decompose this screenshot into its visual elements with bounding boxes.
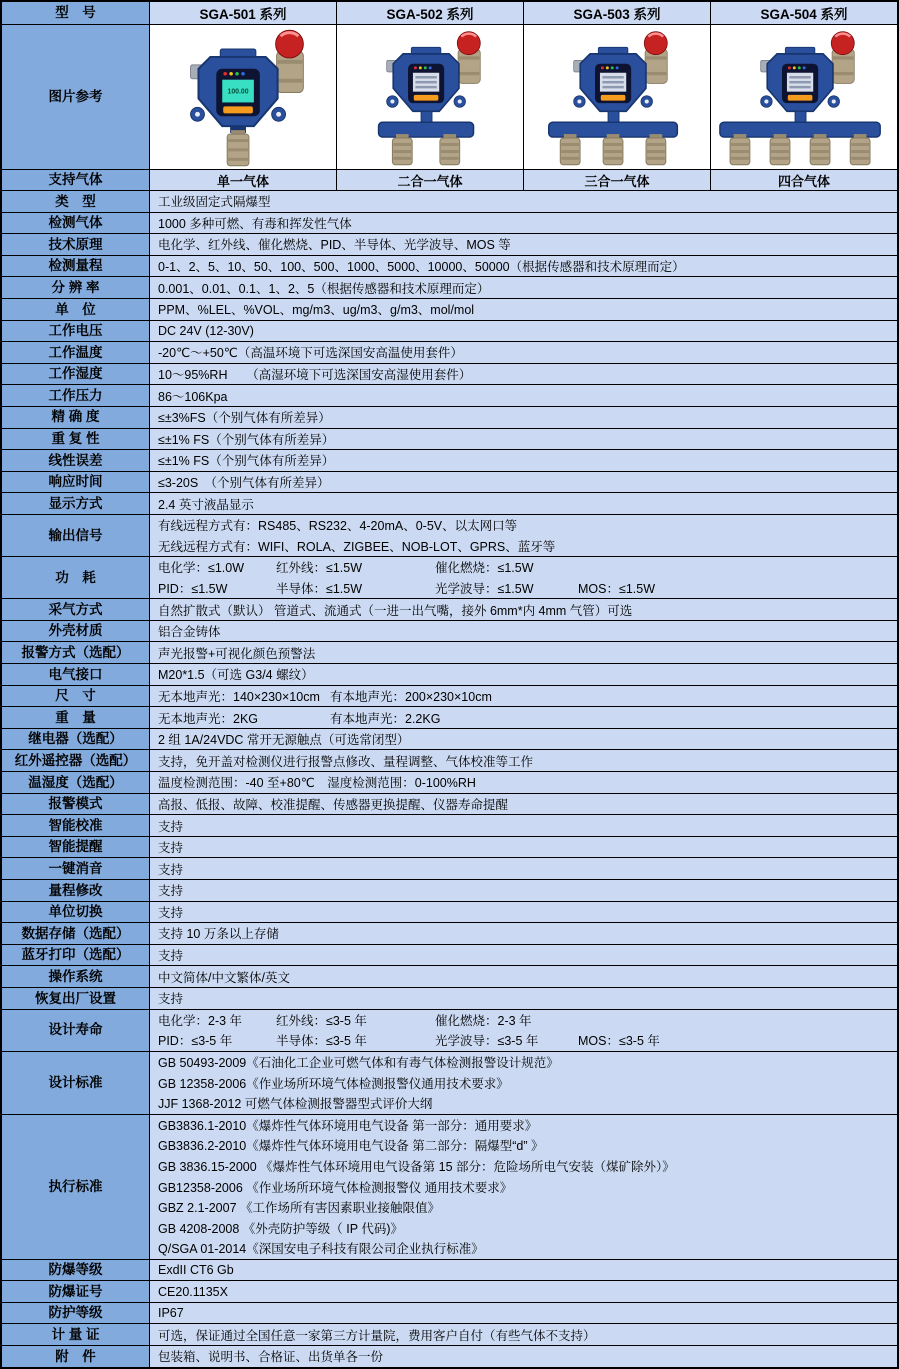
spec-row-38 — [2, 1114, 897, 1259]
spec-value-line: JJF 1368-2012 可燃气体检测报警器型式评价大纲 — [158, 1097, 433, 1112]
spec-value — [150, 1260, 897, 1281]
spec-value — [150, 191, 897, 212]
spec-label: 计 量 证 — [2, 1324, 150, 1345]
spec-value-segment: MOS：≤3-5 年 — [578, 1034, 660, 1049]
spec-label: 分 辨 率 — [2, 277, 150, 298]
spec-row-0 — [2, 190, 897, 212]
spec-row-11 — [2, 428, 897, 450]
gas-detector-illustration — [151, 27, 335, 167]
spec-value — [150, 837, 897, 858]
spec-value-line: 可选，保证通过全国任意一家第三方计量院，费用客户自付（有些气体不支持） — [158, 1328, 596, 1343]
spec-value-line: 86～106Kpa — [158, 389, 228, 404]
spec-value-line: 支持 — [158, 905, 184, 920]
spec-value — [150, 966, 897, 987]
spec-value-segment: 无本地声光：2KG — [158, 711, 259, 726]
spec-value — [150, 450, 897, 471]
model-name-sga-502: SGA-502 系列 — [336, 2, 523, 24]
spec-value-line: 支持 — [158, 819, 184, 834]
spec-row-12 — [2, 449, 897, 471]
spec-row-42 — [2, 1323, 897, 1345]
spec-label: 采气方式 — [2, 599, 150, 620]
spec-label: 类 型 — [2, 191, 150, 212]
spec-label: 电气接口 — [2, 664, 150, 685]
sensor-probe — [603, 134, 623, 165]
spec-value-line: Q/SGA 01-2014《深国安电子科技有限公司企业执行标准》 — [158, 1242, 484, 1257]
spec-value — [150, 750, 897, 771]
spec-value — [150, 277, 897, 298]
spec-row-29 — [2, 857, 897, 879]
spec-value-line: 支持 — [158, 862, 184, 877]
spec-value-line: 2.4 英寸液晶显示 — [158, 497, 254, 512]
spec-value-line: 有线远程方式有：RS485、RS232、4-20mA、0-5V、以太网口等 — [158, 519, 518, 534]
spec-value-line: 支持 10 万条以上存储 — [158, 927, 279, 942]
spec-value-line: 声光报警+可视化颜色预警法 — [158, 646, 316, 661]
spec-value — [150, 1281, 897, 1302]
spec-value — [150, 256, 897, 277]
spec-row-40 — [2, 1280, 897, 1302]
spec-label: 响应时间 — [2, 472, 150, 493]
spec-label: 输出信号 — [2, 515, 150, 556]
spec-value-line: PPM、%LEL、%VOL、mg/m3、ug/m3、g/m3、mol/mol — [158, 303, 475, 318]
spec-label: 报警模式 — [2, 794, 150, 815]
sensor-probe — [850, 134, 870, 165]
gas-support-sga-504: 四合气体 — [710, 170, 897, 190]
spec-label: 工作温度 — [2, 342, 150, 363]
spec-value-segment: 电化学：2-3 年 — [158, 1013, 243, 1028]
spec-value — [150, 707, 897, 728]
alarm-beacon-icon — [831, 32, 854, 84]
spec-row-30 — [2, 879, 897, 901]
spec-row-28 — [2, 836, 897, 858]
detector-body — [191, 49, 286, 126]
spec-value — [150, 621, 897, 642]
gas-support-sga-502: 二合一气体 — [336, 170, 523, 190]
spec-value-line: 支持 — [158, 949, 184, 964]
spec-row-4 — [2, 276, 897, 298]
spec-value-segment: 有本地声光：200×230×10cm — [330, 689, 492, 704]
spec-label: 防爆证号 — [2, 1281, 150, 1302]
spec-value-segment: 红外线：≤1.5W — [276, 561, 363, 576]
spec-row-20 — [2, 663, 897, 685]
spec-label: 温湿度（选配） — [2, 772, 150, 793]
spec-value — [150, 429, 897, 450]
spec-label: 智能校准 — [2, 815, 150, 836]
spec-label: 智能提醒 — [2, 837, 150, 858]
spec-value — [150, 1303, 897, 1324]
spec-row-14 — [2, 492, 897, 514]
spec-value-line: GB3836.1-2010《爆炸性气体环境用电气设备 第一部分：通用要求》 — [158, 1118, 538, 1133]
device-image-sga-502 — [336, 25, 523, 169]
spec-label: 继电器（选配） — [2, 729, 150, 750]
spec-row-9 — [2, 384, 897, 406]
spec-value — [150, 1346, 897, 1367]
spec-value-segment: 无本地声光：140×230×10cm — [158, 689, 320, 704]
spec-label: 线性误差 — [2, 450, 150, 471]
spec-row-24 — [2, 749, 897, 771]
spec-value-segment: 有本地声光：2.2KG — [330, 711, 441, 726]
spec-row-32 — [2, 922, 897, 944]
detector-body — [761, 47, 840, 111]
alarm-beacon-icon — [457, 32, 480, 84]
spec-label: 防爆等级 — [2, 1260, 150, 1281]
spec-value-line: 2 组 1A/24VDC 常开无源触点（可选常闭型） — [158, 733, 410, 748]
spec-value-line — [150, 707, 897, 728]
gas-support-sga-501: 单一气体 — [150, 170, 336, 190]
spec-value-line: 铝合金铸体 — [158, 625, 221, 640]
spec-value-line: 10～95%RH （高湿环境下可选深国安高湿使用套件） — [158, 368, 472, 383]
spec-value-line: DC 24V (12-30V) — [158, 323, 254, 338]
spec-label: 单位切换 — [2, 902, 150, 923]
spec-value — [150, 385, 897, 406]
spec-row-3 — [2, 255, 897, 277]
spec-value — [150, 599, 897, 620]
spec-value-line — [150, 557, 897, 578]
spec-row-34 — [2, 965, 897, 987]
spec-value-line: 支持 — [158, 841, 184, 856]
spec-value — [150, 364, 897, 385]
spec-value-segment: PID：≤1.5W — [158, 581, 228, 596]
spec-row-8 — [2, 363, 897, 385]
spec-value-line: 包装箱、说明书、合格证、出货单各一份 — [158, 1350, 384, 1365]
spec-value-line: ≤±1% FS（个别气体有所差异） — [158, 432, 335, 447]
spec-row-2 — [2, 233, 897, 255]
spec-value-line: GB12358-2006 《作业场所环境气体检测报警仪 通用技术要求》 — [158, 1180, 513, 1195]
spec-value-line: 电化学、红外线、催化燃烧、PID、半导体、光学波导、MOS 等 — [158, 238, 511, 253]
spec-value — [150, 988, 897, 1009]
spec-value-segment: 光学波导：≤1.5W — [435, 581, 534, 596]
spec-row-17 — [2, 598, 897, 620]
spec-value-line: 0.001、0.01、0.1、1、2、5（根据传感器和技术原理而定） — [158, 281, 490, 296]
spec-value — [150, 342, 897, 363]
model-name-sga-501: SGA-501 系列 — [150, 2, 336, 24]
spec-value — [150, 1324, 897, 1345]
spec-value — [150, 1052, 897, 1114]
spec-row-27 — [2, 814, 897, 836]
spec-value-line: 支持 — [158, 992, 184, 1007]
spec-value — [150, 772, 897, 793]
spec-value — [150, 729, 897, 750]
spec-label: 防护等级 — [2, 1303, 150, 1324]
spec-value-line: 1000 多种可燃、有毒和挥发性气体 — [158, 216, 352, 231]
spec-value — [150, 213, 897, 234]
spec-value-segment: 电化学：≤1.0W — [158, 561, 245, 576]
gas-detector-illustration — [338, 27, 522, 167]
spec-label: 量程修改 — [2, 880, 150, 901]
spec-value-line — [150, 1030, 897, 1051]
spec-value — [150, 299, 897, 320]
sensor-probe — [646, 134, 666, 165]
spec-row-7 — [2, 341, 897, 363]
spec-value-segment: 红外线：≤3-5 年 — [276, 1013, 367, 1028]
spec-value-line — [150, 686, 897, 707]
spec-row-36 — [2, 1009, 897, 1051]
spec-label: 技术原理 — [2, 234, 150, 255]
spec-row-33 — [2, 944, 897, 966]
device-image-sga-501 — [150, 25, 336, 169]
spec-row-35 — [2, 987, 897, 1009]
spec-value — [150, 858, 897, 879]
spec-row-26 — [2, 793, 897, 815]
sensor-probe — [810, 134, 830, 165]
gas-detector-illustration — [712, 27, 896, 167]
spec-label: 外壳材质 — [2, 621, 150, 642]
spec-row-31 — [2, 901, 897, 923]
spec-value-line: CE20.1135X — [158, 1284, 228, 1299]
spec-value-line: 0-1、2、5、10、50、100、500、1000、5000、10000、50000（根据传感器和技术原理而定） — [158, 260, 685, 275]
spec-row-5 — [2, 298, 897, 320]
spec-row-21 — [2, 685, 897, 707]
spec-label: 蓝牙打印（选配） — [2, 945, 150, 966]
spec-value — [150, 923, 897, 944]
spec-value-segment: MOS：≤1.5W — [578, 581, 656, 596]
spec-value — [150, 642, 897, 663]
image-reference-row — [2, 24, 897, 169]
spec-value — [150, 794, 897, 815]
spec-label: 检测量程 — [2, 256, 150, 277]
spec-value-line: -20℃～+50℃（高温环境下可选深国安高温使用套件） — [158, 346, 463, 361]
gas-detector-illustration — [525, 27, 709, 167]
spec-row-25 — [2, 771, 897, 793]
spec-value-line: GB3836.2-2010《爆炸性气体环境用电气设备 第二部分：隔爆型“d” 》 — [158, 1139, 544, 1154]
spec-value — [150, 1115, 897, 1259]
detector-body — [574, 47, 653, 111]
spec-value — [150, 407, 897, 428]
spec-value — [150, 557, 897, 598]
spec-value-line: IP67 — [158, 1306, 184, 1321]
model-row-label: 型 号 — [2, 2, 150, 24]
spec-row-18 — [2, 620, 897, 642]
spec-label: 重 复 性 — [2, 429, 150, 450]
spec-value — [150, 321, 897, 342]
spec-label: 工作压力 — [2, 385, 150, 406]
alarm-beacon-icon — [276, 30, 304, 92]
spec-value — [150, 902, 897, 923]
spec-value-line: GBZ 2.1-2007 《工作场所有害因素职业接触限值》 — [158, 1201, 440, 1216]
sensor-probe — [560, 134, 580, 165]
gas-row-label: 支持气体 — [2, 170, 150, 190]
spec-row-41 — [2, 1302, 897, 1324]
spec-value-line: 无线远程方式有：WIFI、ROLA、ZIGBEE、NOB-LOT、GPRS、蓝牙等 — [158, 539, 556, 554]
spec-value-line: ≤±1% FS（个别气体有所差异） — [158, 454, 335, 469]
spec-value-line: 中文简体/中文繁体/英文 — [158, 970, 290, 985]
spec-value-line: ≤±3%FS（个别气体有所差异） — [158, 411, 331, 426]
spec-value — [150, 493, 897, 514]
spec-row-37 — [2, 1051, 897, 1114]
model-name-sga-504: SGA-504 系列 — [710, 2, 897, 24]
spec-value-line: GB 50493-2009《石油化工企业可燃气体和有毒气体检测报警设计规范》 — [158, 1056, 559, 1071]
spec-value-line: 工业级固定式隔爆型 — [158, 195, 271, 210]
model-header-row — [2, 2, 897, 24]
spec-label: 一键消音 — [2, 858, 150, 879]
spec-value — [150, 880, 897, 901]
spec-value-line: 自然扩散式（默认） 管道式、流通式（一进一出气嘴，接外 6mm*内 4mm 气管）可选 — [158, 603, 633, 618]
spec-row-1 — [2, 212, 897, 234]
sensor-probe — [770, 134, 790, 165]
spec-label: 执行标准 — [2, 1115, 150, 1259]
device-image-sga-504 — [710, 25, 897, 169]
spec-value-segment: 半导体：≤1.5W — [276, 581, 363, 596]
spec-value-line: GB 4208-2008 《外壳防护等级（ IP 代码)》 — [158, 1221, 403, 1236]
spec-label: 工作湿度 — [2, 364, 150, 385]
spec-value-line — [150, 1010, 897, 1031]
spec-value — [150, 1010, 897, 1051]
spec-value-line: ≤3-20S （个别气体有所差异） — [158, 476, 330, 491]
spec-row-6 — [2, 320, 897, 342]
spec-value-segment: PID：≤3-5 年 — [158, 1034, 233, 1049]
spec-label: 设计寿命 — [2, 1010, 150, 1051]
spec-value-line: 支持，免开盖对检测仪进行报警点修改、量程调整、气体校准等工作 — [158, 754, 534, 769]
spec-label: 数据存储（选配） — [2, 923, 150, 944]
spec-value-line: 温度检测范围：-40 至+80℃ 湿度检测范围：0-100%RH — [158, 776, 476, 791]
model-name-sga-503: SGA-503 系列 — [523, 2, 710, 24]
spec-value-line: M20*1.5（可选 G3/4 螺纹） — [158, 668, 314, 683]
spec-label: 报警方式（选配） — [2, 642, 150, 663]
gas-support-sga-503: 三合一气体 — [523, 170, 710, 190]
spec-row-13 — [2, 471, 897, 493]
detector-body — [387, 47, 466, 111]
sensor-probe — [227, 130, 249, 166]
spec-label: 功 耗 — [2, 557, 150, 598]
spec-label: 检测气体 — [2, 213, 150, 234]
spec-value — [150, 664, 897, 685]
spec-value — [150, 815, 897, 836]
spec-row-19 — [2, 641, 897, 663]
spec-value-line: GB 12358-2006《作业场所环境气体检测报警仪通用技术要求》 — [158, 1076, 509, 1091]
spec-label: 操作系统 — [2, 966, 150, 987]
spec-row-23 — [2, 728, 897, 750]
sensor-probe — [440, 134, 460, 165]
spec-row-10 — [2, 406, 897, 428]
image-row-label: 图片参考 — [2, 25, 150, 169]
spec-label: 附 件 — [2, 1346, 150, 1367]
spec-value-segment: 催化燃烧：2-3 年 — [435, 1013, 532, 1028]
spec-value-segment: 半导体：≤3-5 年 — [276, 1034, 367, 1049]
spec-value-line — [150, 578, 897, 599]
device-image-sga-503 — [523, 25, 710, 169]
spec-row-16 — [2, 556, 897, 598]
spec-value-line: 高报、低报、故障、校准提醒、传感器更换提醒、仪器寿命提醒 — [158, 797, 509, 812]
supported-gas-row — [2, 169, 897, 190]
spec-label: 红外遥控器（选配） — [2, 750, 150, 771]
spec-value-line: 支持 — [158, 884, 184, 899]
sensor-probe — [730, 134, 750, 165]
spec-value — [150, 234, 897, 255]
spec-row-39 — [2, 1259, 897, 1281]
spec-label: 精 确 度 — [2, 407, 150, 428]
spec-row-43 — [2, 1345, 897, 1367]
spec-label: 设计标准 — [2, 1052, 150, 1114]
sensor-probe — [392, 134, 412, 165]
spec-value — [150, 686, 897, 707]
spec-label: 工作电压 — [2, 321, 150, 342]
spec-label: 尺 寸 — [2, 686, 150, 707]
spec-value — [150, 515, 897, 556]
spec-value-line: GB 3836.15-2000 《爆炸性气体环境用电气设备第 15 部分：危险场所电气安装（煤矿除外）》 — [158, 1160, 675, 1175]
spec-value-segment: 光学波导：≤3-5 年 — [435, 1034, 539, 1049]
spec-value — [150, 472, 897, 493]
device-screen-reading: 100.00 — [227, 88, 249, 96]
spec-value-segment: 催化燃烧：≤1.5W — [435, 561, 534, 576]
spec-value-line: ExdII CT6 Gb — [158, 1262, 234, 1277]
spec-row-15 — [2, 514, 897, 556]
spec-row-22 — [2, 706, 897, 728]
spec-label: 显示方式 — [2, 493, 150, 514]
spec-value — [150, 945, 897, 966]
spec-label: 恢复出厂设置 — [2, 988, 150, 1009]
spec-label: 重 量 — [2, 707, 150, 728]
alarm-beacon-icon — [644, 32, 667, 84]
spec-label: 单 位 — [2, 299, 150, 320]
